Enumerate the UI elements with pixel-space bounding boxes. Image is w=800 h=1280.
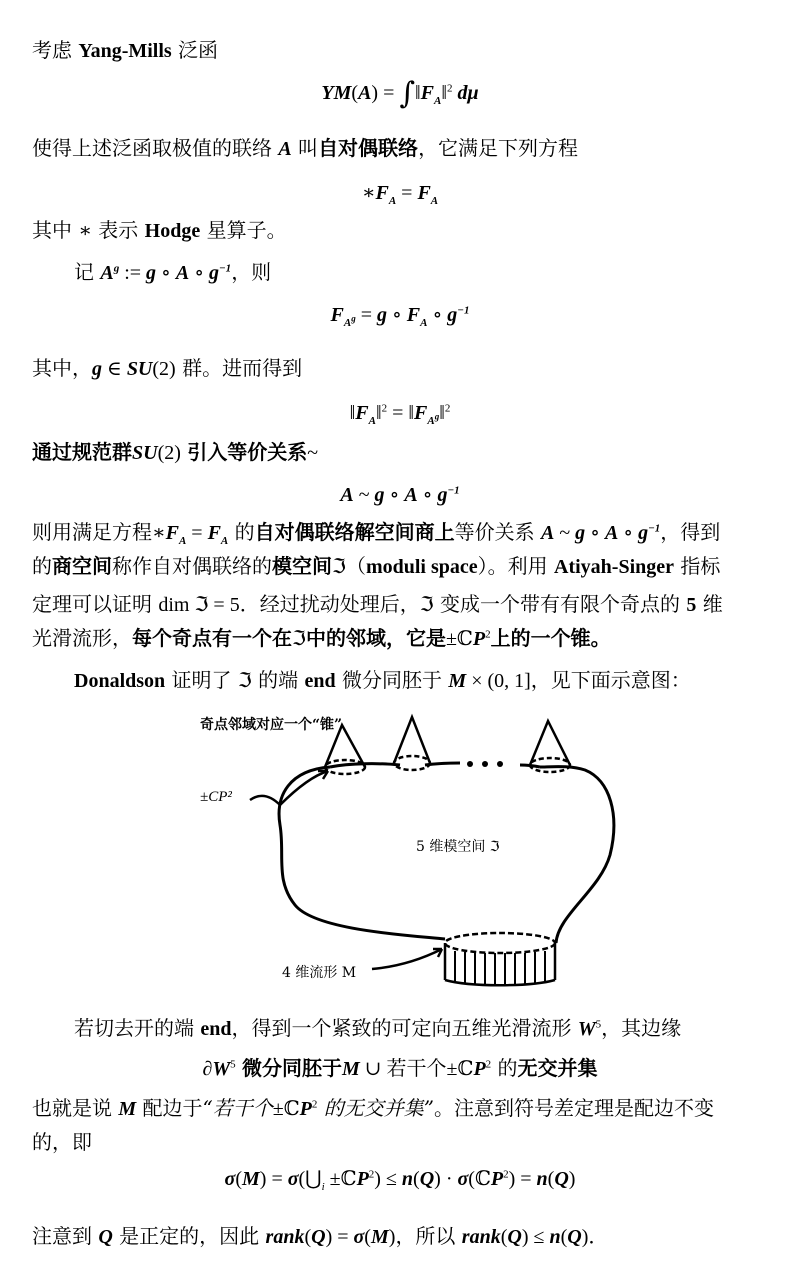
text-line: 则用满足方程$∗F_A = F_A$ 的自对偶联络解空间商上等价关系 A ~ g ∘ A ∘ $g^{-1}$，得到 [32, 520, 721, 547]
text-line: 光滑流形，每个奇点有一个在ℑ中的邻域，它是±ℂP$^2$上的一个锥。 [32, 626, 611, 650]
manifold-label: 4 维流形 M [282, 965, 357, 981]
cp2-label: ±CP² [200, 789, 232, 805]
text-line: 的，即 [32, 1130, 92, 1154]
text-line: 其中 ∗ 表示 Hodge 星算子。 [32, 218, 287, 242]
text-line: 使得上述泛函取极值的联络 A 叫自对偶联络，它满足下列方程 [32, 136, 579, 160]
text-line: Donaldson 证明了 ℑ 的端 end 微分同胚于 M × (0, 1]，见下面示意图： [74, 668, 691, 692]
moduli-space-diagram [180, 705, 630, 995]
text-line: 考虑 Yang-Mills 泛函 [32, 38, 219, 62]
text-line: $\partial W^5$ 微分同胚于M ∪ 若干个±ℂP$^2$ 的无交并集 [202, 1056, 598, 1080]
text-line: 的商空间称作自对偶联络的模空间ℑ（moduli space）。利用 Atiyah-Singer 指标 [32, 554, 721, 578]
equation-equiv: A ~ g ∘ A ∘ $g^{-1}$ [340, 484, 460, 506]
moduli-label: 5 维模空间 ℑ [416, 839, 500, 855]
text-line: 记 $A^g$ := g ∘ A ∘ $g^{-1}$，则 [74, 260, 272, 284]
equation-selfdual: $∗F_A = F_A$ [361, 182, 439, 207]
equation-ym: $YM(A) = \int‖F_A‖^2$ dμ [321, 76, 479, 111]
cone-label: 奇点邻域对应一个“锥” [200, 717, 343, 733]
equation-gauge: $F_{A^g} = g$ ∘ $F_A$ ∘ $g^{-1}$ [330, 304, 470, 329]
text-line: 其中，g ∈ SU(2) 群。进而得到 [32, 356, 303, 380]
text-line: 注意到 Q 是正定的，因此 rank(Q) = σ(M)，所以 rank(Q) ≤ n(Q)． [32, 1224, 609, 1248]
equation-signature: $\sigma(M) = \sigma(⋃_i$ ±ℂP$^2$) ≤ n(Q) · σ(ℂP$^2$) = n(Q) [224, 1168, 576, 1193]
text-line: 也就是说 M 配边于“若干个±ℂP$^2$ 的无交并集”。注意到符号差定理是配边不变 [32, 1096, 714, 1120]
text-line: 若切去开的端 end，得到一个紧致的可定向五维光滑流形 $W^5$，其边缘 [74, 1016, 682, 1040]
text-line: 通过规范群SU(2) 引入等价关系~ [32, 440, 319, 464]
text-line: 定理可以证明 dim ℑ = 5．经过扰动处理后，ℑ 变成一个带有有限个奇点的 5 维 [32, 592, 723, 616]
equation-norm: $‖F_A‖^2$ = $‖F_{A^g}‖^2$ [349, 402, 451, 427]
